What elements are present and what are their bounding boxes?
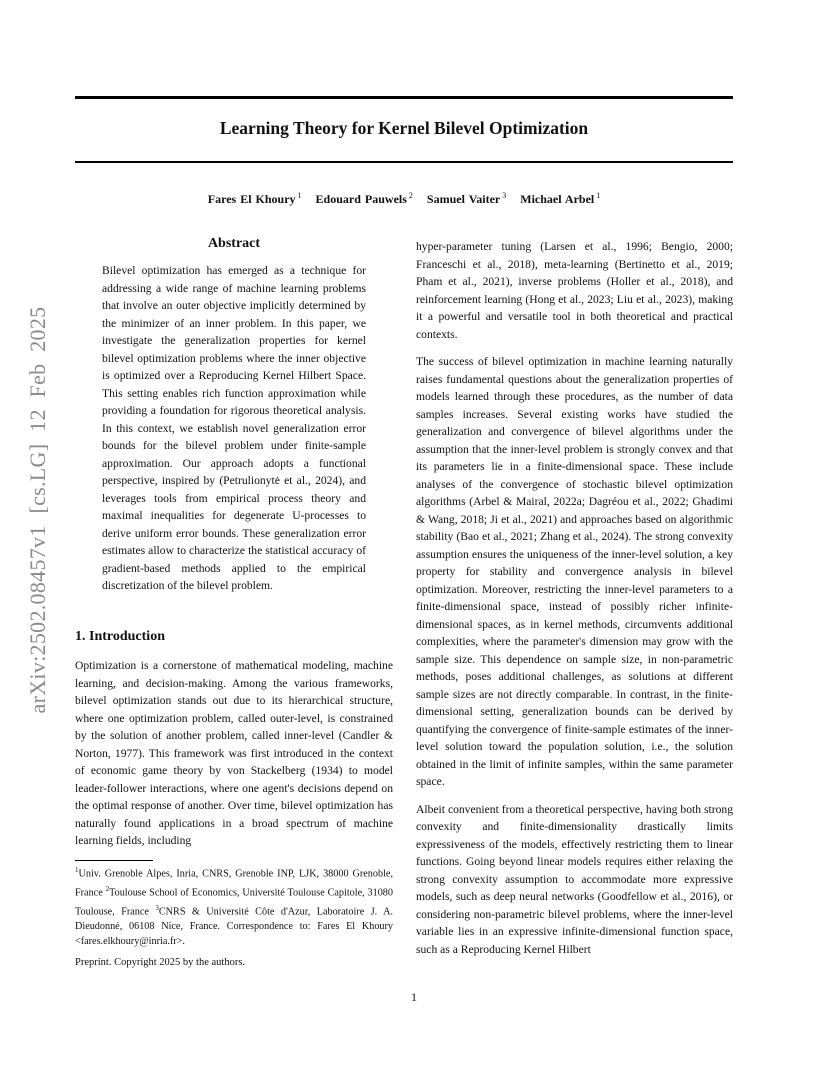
author-list bbox=[75, 191, 733, 207]
preprint-note: Preprint. Copyright 2025 by the authors. bbox=[75, 957, 246, 968]
arxiv-identifier: arXiv:2502.08457v1 [cs.LG] 12 Feb 2025 bbox=[25, 306, 50, 714]
author: Michael Arbel $^1$ bbox=[520, 191, 601, 206]
paper-title: Learning Theory for Kernel Bilevel Optimization bbox=[219, 118, 589, 138]
intro-text: Optimization is a cornerstone of mathematical modeling, machine learning, and decision-making. Among the various frameworks, bilevel optimization stands out due to its hierarchical structure, where one optimization problem, called outer-level, is constrained by the solution of another problem, called inner-level (Candler & Norton, 1977). This framework was first introduced in the context of economic game theory by von Stackelberg (1934) to model leader-follower interactions, where one agent's decisions depend on the optimal response of another. Over time, bilevel optimization has naturally found applications in a broad spectrum of machine learning fields, including bbox=[75, 659, 393, 847]
paragraph: The success of bilevel optimization in machine learning naturally raises fundamental questions about the generalization properties of models learned through these procedures, as the number of data samples increases. Several existing works have studied the generalization and convergence of bilevel algorithms under the assumption that the inner-level problem is strongly convex and that its parameters lie in a finite-dimensional space. These include analyses of the convergence of stochastic bilevel optimization algorithms (Arbel & Mairal, 2022a; Dagréou et al., 2022; Ghadimi & Wang, 2018; Ji et al., 2021) and approaches based on algorithmic stability (Bao et al., 2021; Zhang et al., 2024). The strong convexity assumption ensures the uniqueness of the inner-level solution, a key property for stability and convergence analysis in bilevel optimization. Moreover, restricting the inner-level parameters to a finite-dimensional space, instead of possibly richer infinite-dimensional spaces, as in kernel methods, circumvents additional complexities, where the parameter's dimension may grow with the sample size. This dependence on sample size, in non-parametric methods, poses additional challenges, as solutions at different sample sizes are not directly comparable. In contrast, in the finite-dimensional setting, generalization bounds can be derived by quantifying the convergence of finite-sample estimates of the inner-level solution toward the population solution, i.e., the solution obtained in the limit of infinite samples, within the same parameter space. bbox=[416, 355, 733, 788]
page-number: 1 bbox=[411, 990, 417, 1004]
right-column bbox=[416, 238, 733, 958]
author: Fares El Khoury $^1$ bbox=[207, 191, 302, 206]
abstract-text: Bilevel optimization has emerged as a technique for addressing a wide range of machine learning problems that involve an outer objective implicitly determined by the minimizer of an inner problem. In this paper, we investigate the generalization properties for kernel bilevel optimization problems where the inner objective is optimized over a Reproducing Kernel Hilbert Space. This setting enables rich function approximation while providing a foundation for rigorous theoretical analysis. In this context, we establish novel generalization error bounds for the bilevel problem under finite-sample approximation. Our approach adopts a functional perspective, inspired by (Petrulionytė et al., 2024), and leverages tools from empirical process theory and maximal inequalities for degenerate U-processes to derive uniform error bounds. These generalization error estimates allow to characterize the statistical accuracy of gradient-based methods applied to the empirical discretization of the bilevel problem. bbox=[102, 264, 366, 592]
paragraph: hyper-parameter tuning (Larsen et al., 1996; Bengio, 2000; Franceschi et al., 2018), meta-learning (Bertinetto et al., 2019; Pham et al., 2021), inverse problems (Holler et al., 2018), and reinforcement learning (Hong et al., 2023; Liu et al., 2023), making it a powerful and versatile tool in both theoretical and practical contexts. bbox=[416, 240, 733, 341]
top-rule bbox=[75, 96, 733, 99]
author: Edouard Pauwels $^2$ bbox=[315, 191, 413, 206]
arxiv-sidebar bbox=[4, 260, 72, 760]
affiliation-footnote: $^1$Univ. Grenoble Alpes, Inria, CNRS, Grenoble INP, LJK, 38000 Grenoble, France $^2$Toulouse School of Economics, Université Toulouse Capitole, 31080 Toulouse, France $^3$CNRS & Université Côte d'Azur, Laboratoire J. A. Dieudonné, 06108 Nice, France. Correspondence to: Fares El Khoury <fares.elkhoury@inria.fr>. bbox=[75, 866, 394, 947]
footnote-rule bbox=[75, 860, 153, 861]
intro-heading: 1. Introduction bbox=[75, 629, 165, 644]
abstract-heading: Abstract bbox=[207, 236, 261, 251]
author: Samuel Vaiter $^3$ bbox=[426, 191, 507, 206]
title-bottom-rule bbox=[75, 161, 733, 163]
paragraph: Albeit convenient from a theoretical perspective, having both strong convexity and finite-dimensionality drastically limits expressiveness of the models, effectively restricting them to linear functions. Going beyond linear models requires either relaxing the strong convexity assumption to accommodate more expressive models, such as deep neural networks (Goodfellow et al., 2016), or considering non-parametric bilevel problems, where the inner-level variable lies in an expressive infinite-dimensional function space, such as a Reproducing Kernel Hilbert bbox=[416, 802, 733, 956]
